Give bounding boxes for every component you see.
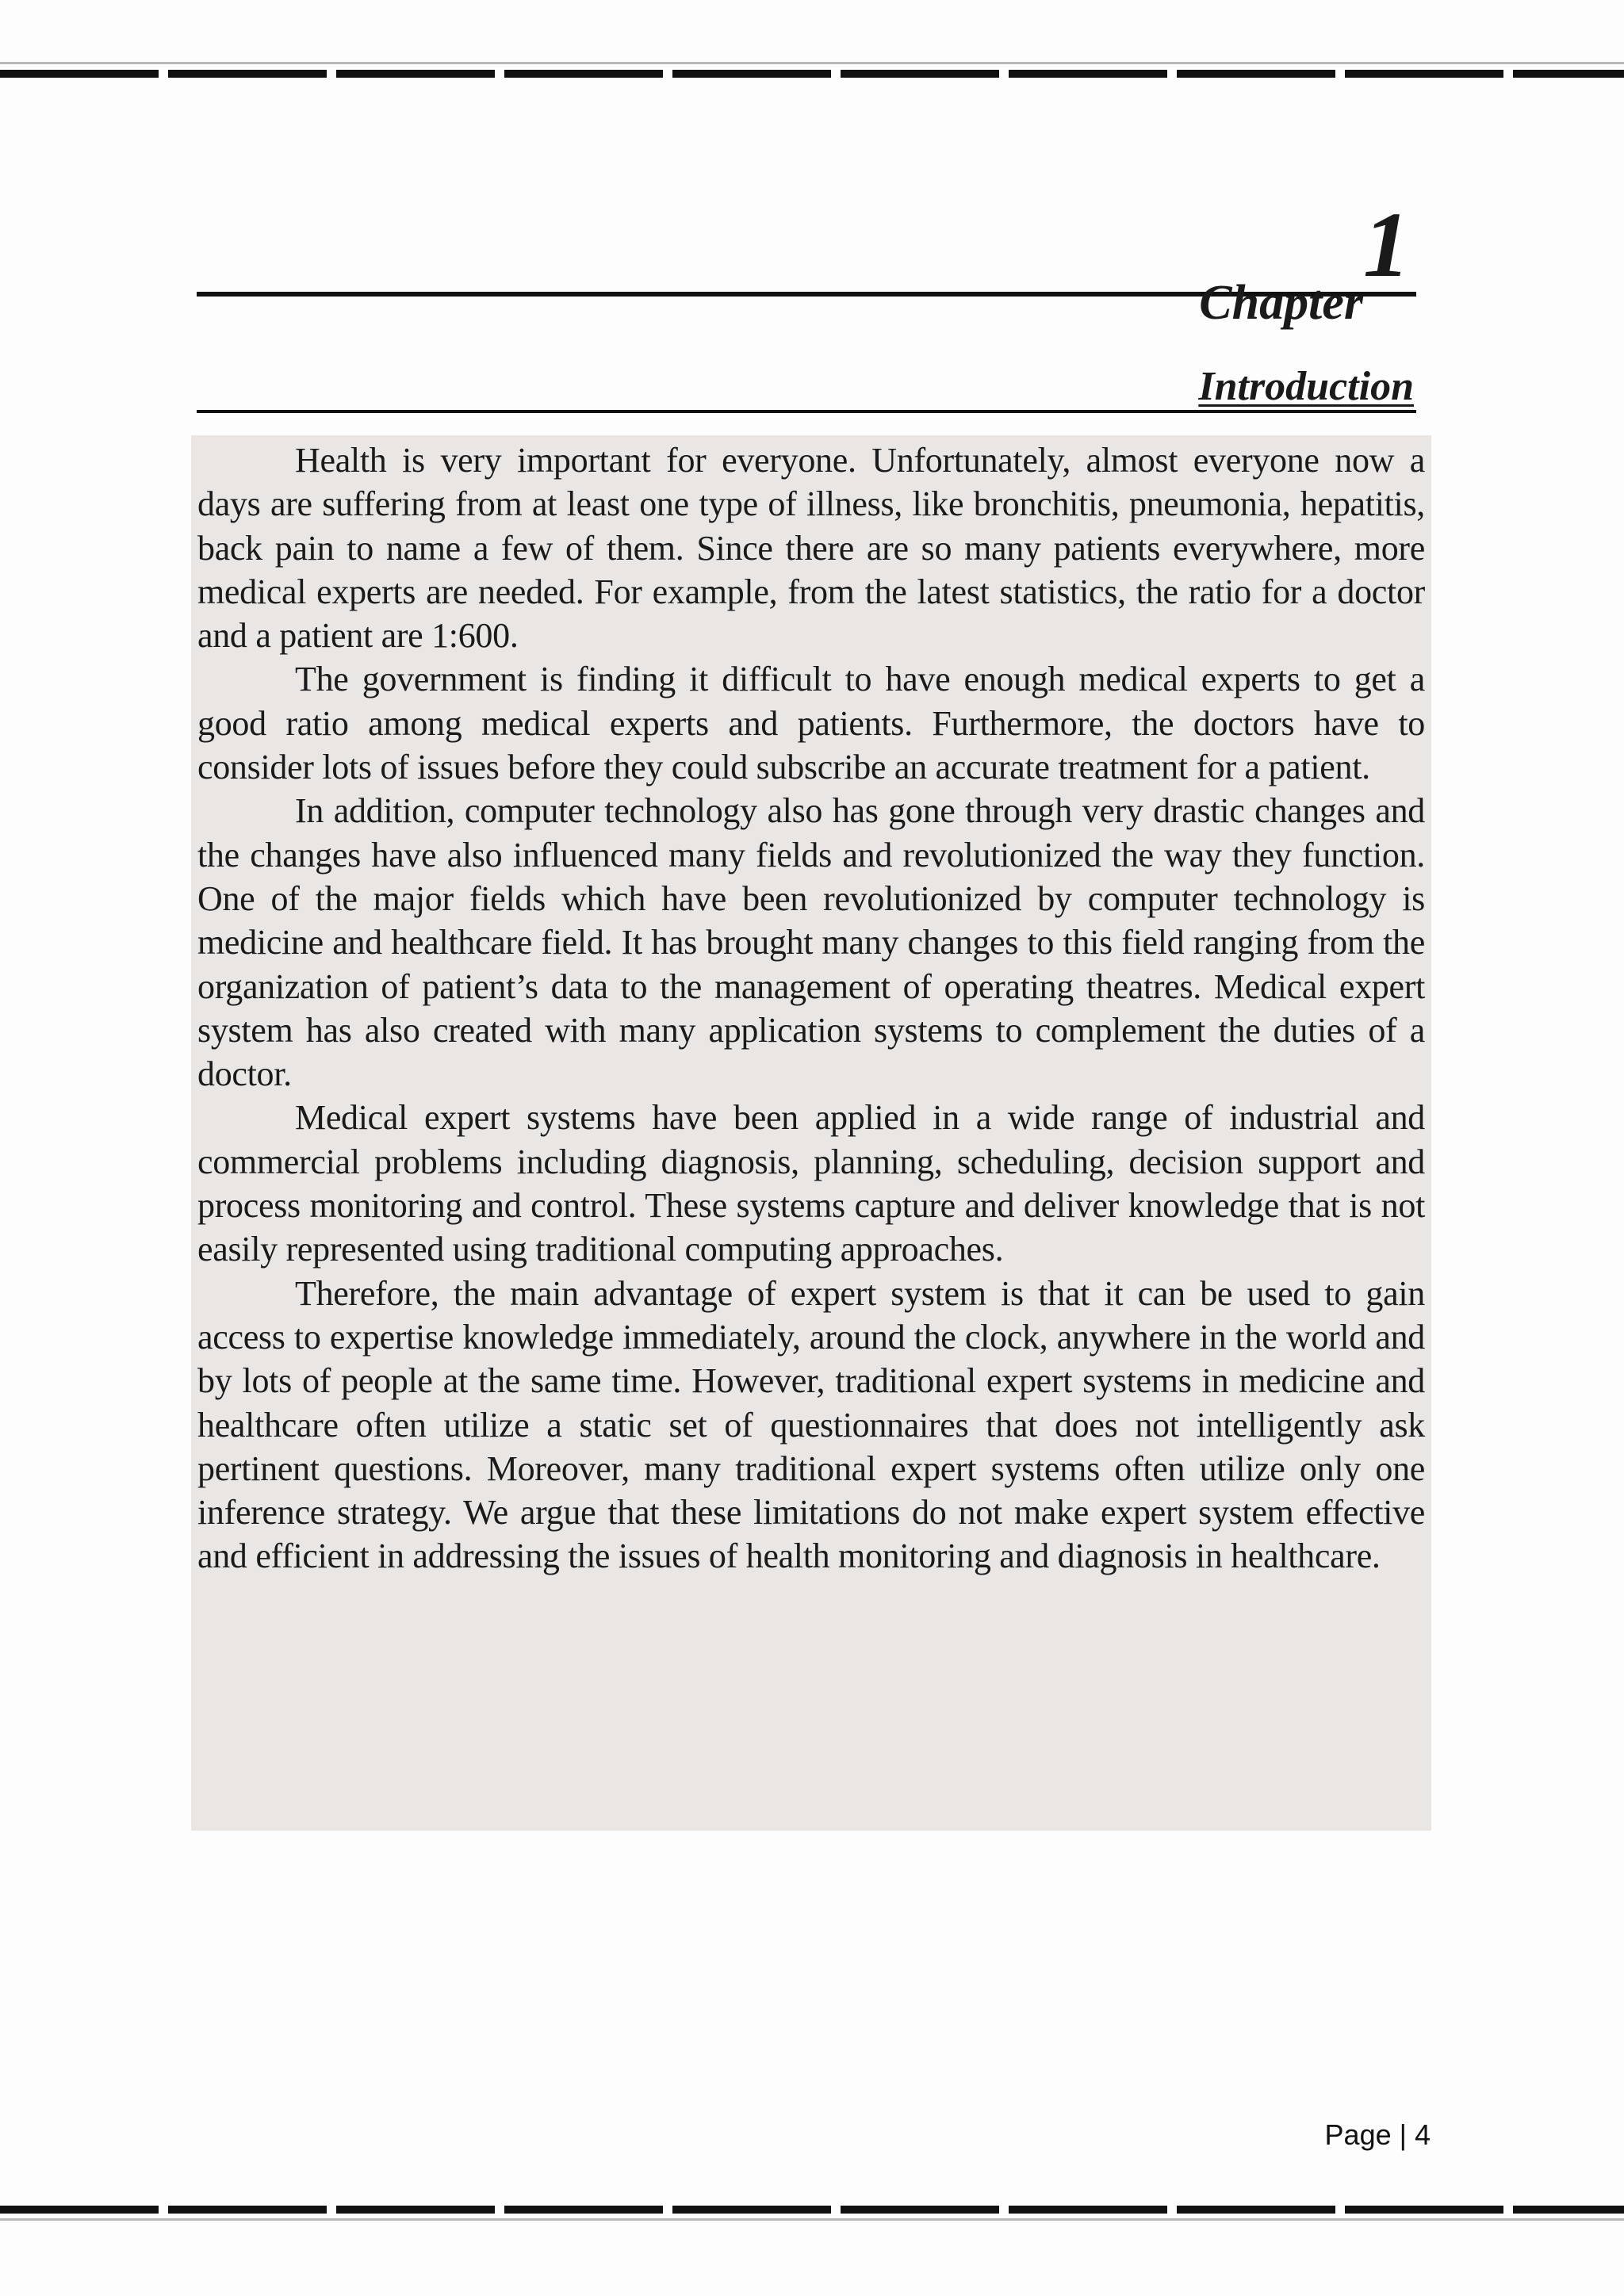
body-text <box>197 438 1425 1578</box>
paragraph-3: In addition, computer technology also has gone through very drastic changes and the changes have also influenced many fields and revolutionized the way they function. One of the major fields which have been revolutionized by computer technology is medicine and healthcare field. It has brought many changes to this field ranging from the organization of patient’s data to the management of operating theatres. Medical expert system has also created with many application systems to complement the duties of a doctor. <box>197 791 1425 1094</box>
bottom-border-thin-line <box>0 2218 1624 2221</box>
bottom-border-dashed-line <box>0 2206 1624 2214</box>
chapter-number: 1 <box>1363 193 1410 297</box>
top-border-dashed-line <box>0 70 1624 78</box>
top-border-thin-line <box>0 62 1624 64</box>
section-heading <box>197 353 1416 413</box>
section-title: Introduction <box>1198 364 1414 409</box>
paragraph-4: Medical expert systems have been applied in a wide range of industrial and commercial problems including diagnosis, planning, scheduling, decision support and process monitoring and control. These systems capture and deliver knowledge that is not easily represented using traditional computing approaches. <box>197 1098 1425 1269</box>
paragraph-5: Therefore, the main advantage of expert system is that it can be used to gain access to expertise knowledge immediately, around the clock, anywhere in the world and by lots of people at the same time. However, traditional expert systems in medicine and healthcare often utilize a static set of questionnaires that does not intelligently ask pertinent questions. Moreover, many traditional expert systems often utilize only one inference strategy. We argue that these limitations do not make expert system effective and efficient in addressing the issues of health monitoring and diagnosis in healthcare. <box>197 1273 1425 1576</box>
body-text-block <box>191 435 1431 1831</box>
paragraph-1: Health is very important for everyone. Unfortunately, almost everyone now a days are suffering from at least one type of illness, like bronchitis, pneumonia, hepatitis, back pain to name a few of them. Since there are so many patients everywhere, more medical experts are needed. For example, from the latest statistics, the ratio for a doctor and a patient are 1:600. <box>197 441 1425 656</box>
chapter-heading <box>197 190 1416 330</box>
paragraph-2: The government is finding it difficult to have enough medical experts to get a good ratio among medical experts and patients. Furthermore, the doctors have to consider lots of issues before they could subscribe an accurate treatment for a patient. <box>197 660 1425 787</box>
top-page-border <box>0 62 1624 82</box>
chapter-word: Chapter <box>1199 276 1363 330</box>
page-number: Page | 4 <box>1324 2118 1431 2151</box>
bottom-page-border <box>0 2206 1624 2226</box>
